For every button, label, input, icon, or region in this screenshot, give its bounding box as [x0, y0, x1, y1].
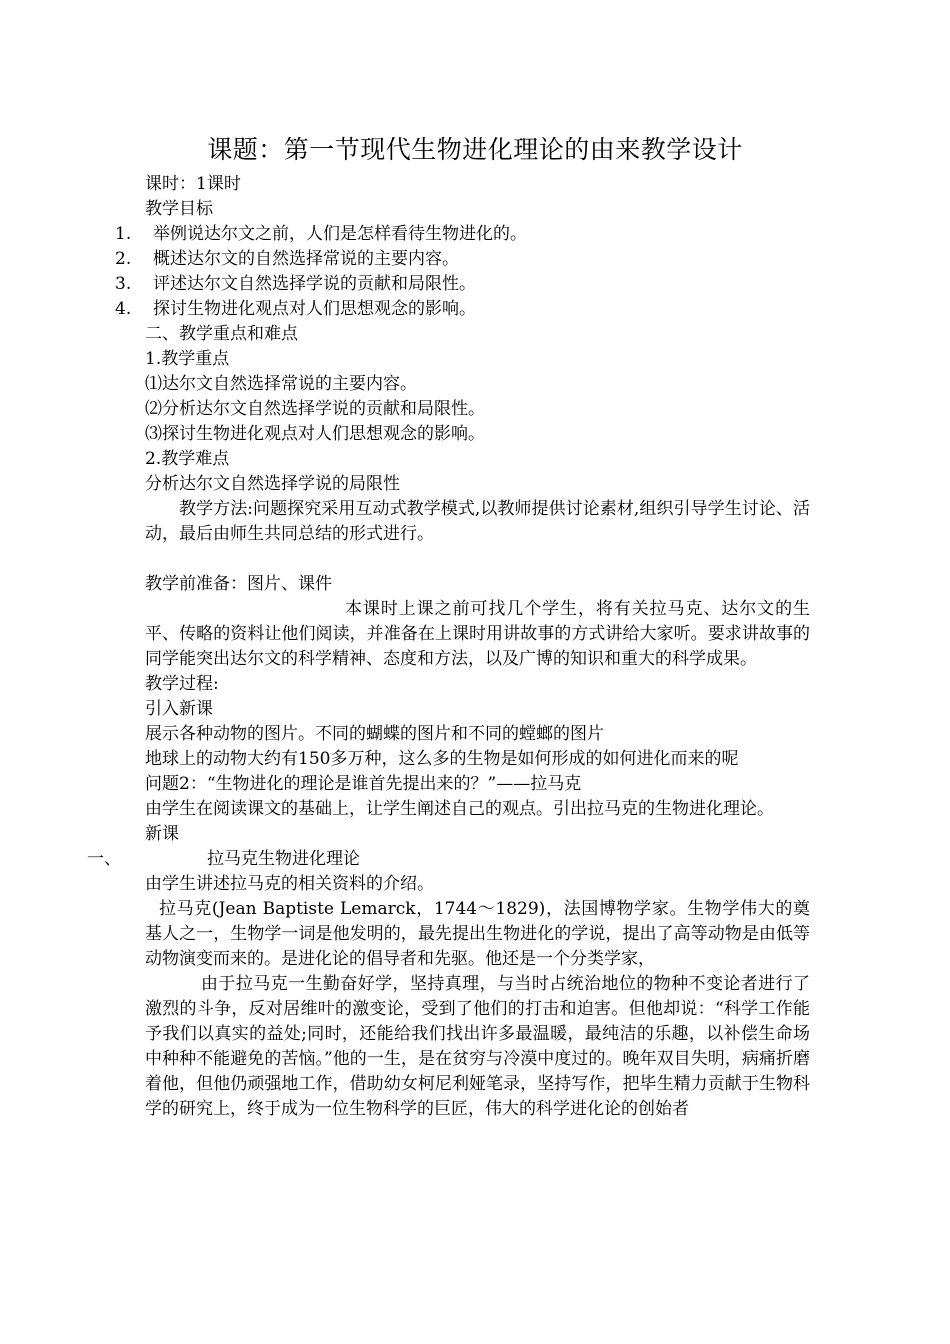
- key-point-item: ⑵分析达尔文自然选择学说的贡献和局限性。: [145, 399, 485, 419]
- intro-question: 问题2：“生物进化的理论是谁首先提出来的？”——拉马克: [145, 774, 582, 794]
- objective-number: 1.: [115, 224, 132, 244]
- section-title: 拉马克生物进化理论: [207, 849, 360, 869]
- objective-number: 3.: [115, 274, 132, 294]
- blank-line: [145, 547, 810, 572]
- preparation: 教学前准备：图片、课件: [145, 574, 332, 594]
- objectives-heading: 教学目标: [145, 199, 213, 219]
- lamarck-bio: 拉马克(Jean Baptiste Lemarck，1744～1829)，法国博物学家。生物学伟大的奠基人之一，生物学一词是他发明的，最先提出生物进化的学说，提出了高等动物是由低等动物演变而来的。是进化论的倡导者和先驱。他还是一个分类学家，: [145, 899, 810, 969]
- objective-text: 探讨生物进化观点对人们思想观念的影响。: [153, 299, 476, 319]
- key-point-item: ⑴达尔文自然选择常说的主要内容。: [145, 374, 417, 394]
- intro-text: 展示各种动物的图片。不同的蝴蝶的图片和不同的螳螂的图片: [145, 724, 604, 744]
- intro-text: 地球上的动物大约有150多万种，这么多的生物是如何形成的如何进化而来的呢: [145, 749, 739, 769]
- section-intro: 由学生讲述拉马克的相关资料的介绍。: [145, 874, 434, 894]
- new-lesson-heading: 新课: [145, 824, 179, 844]
- objective-text: 概述达尔文的自然选择常说的主要内容。: [153, 249, 459, 269]
- document-body: [87, 172, 810, 1122]
- preparation-detail: 本课时上课之前可找几个学生，将有关拉马克、达尔文的生平、传略的资料让他们阅读，并准备在上课时用讲故事的方式讲给大家听。要求讲故事的同学能突出达尔文的科学精神、态度和方法，以及广博的知识和重大的科学成果。: [145, 599, 810, 669]
- objective-number: 4.: [115, 299, 132, 319]
- difficulty-subheading: 2.教学难点: [145, 449, 230, 469]
- key-points-subheading: 1.教学重点: [145, 349, 230, 369]
- difficulty-text: 分析达尔文自然选择学说的局限性: [145, 474, 400, 494]
- section-number: 一、: [87, 849, 121, 869]
- lesson-time: 课时：1课时: [145, 174, 241, 194]
- objective-number: 2.: [115, 249, 132, 269]
- section-heading: [87, 847, 810, 872]
- teaching-method: 教学方法:问题探究采用互动式教学模式,以教师提供讨论素材,组织引导学生讨论、活动，最后由师生共同总结的形式进行。: [145, 499, 810, 544]
- lamarck-life: 由于拉马克一生勤奋好学，坚持真理，与当时占统治地位的物种不变论者进行了激烈的斗争，反对居维叶的激变论，受到了他们的打击和迫害。但他却说：“科学工作能予我们以真实的益处;同时，还能给我们找出许多最温暖，最纯洁的乐趣，以补偿生命场中种种不能避免的苦恼。”他的一生，是在贫穷与冷漠中度过的。晚年双目失明，病痛折磨着他，但他仍顽强地工作，借助幼女柯尼利娅笔录，坚持写作，把毕生精力贡献于生物科学的研究上，终于成为一位生物科学的巨匠，伟大的科学进化论的创始者: [145, 974, 810, 1119]
- objective-item: [115, 297, 810, 322]
- objective-item: [115, 222, 810, 247]
- objective-item: [115, 247, 810, 272]
- objective-text: 举例说达尔文之前，人们是怎样看待生物进化的。: [153, 224, 527, 244]
- objective-text: 评述达尔文自然选择学说的贡献和局限性。: [153, 274, 476, 294]
- key-point-item: ⑶探讨生物进化观点对人们思想观念的影响。: [145, 424, 485, 444]
- intro-text: 由学生在阅读课文的基础上，让学生阐述自己的观点。引出拉马克的生物进化理论。: [145, 799, 774, 819]
- page-title: 课题：第一节现代生物进化理论的由来教学设计: [207, 135, 743, 164]
- key-points-heading: 二、教学重点和难点: [145, 324, 298, 344]
- intro-heading: 引入新课: [145, 699, 213, 719]
- process-heading: 教学过程:: [145, 674, 219, 694]
- objective-item: [115, 272, 810, 297]
